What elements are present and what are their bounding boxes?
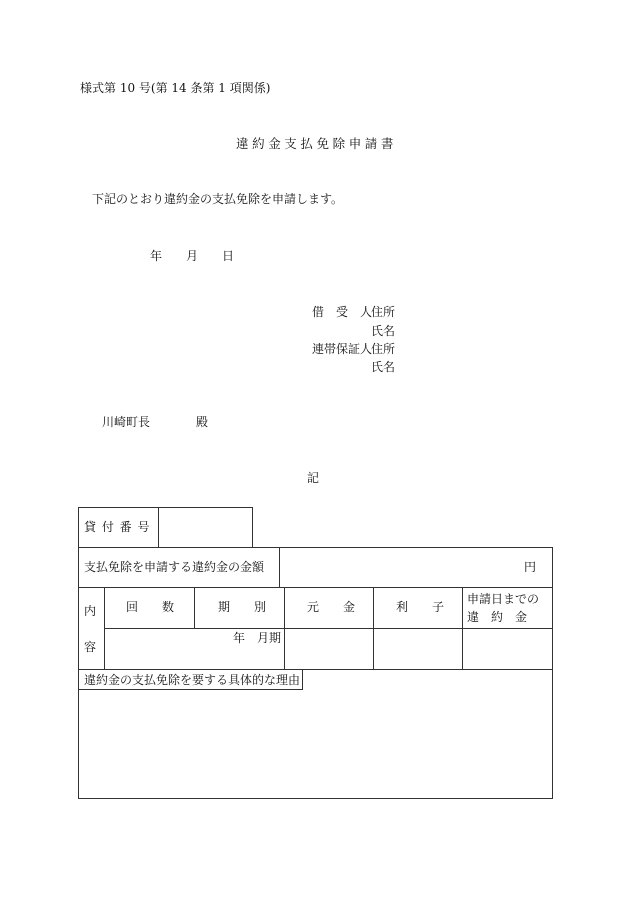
content-label-2: 容 <box>84 640 97 654</box>
borrower-name-label: 氏名 <box>371 324 396 338</box>
col-penalty-header-line2: 違 約 金 <box>467 610 528 624</box>
borrower-label: 借 受 人 <box>312 305 373 319</box>
date-month-label: 月 <box>186 249 199 263</box>
guarantor-label: 連帯保証人 <box>312 342 373 356</box>
content-divider <box>194 587 195 628</box>
form-number: 様式第 10 号(第 14 条第 1 項関係) <box>80 81 271 95</box>
recipient-honorific: 殿 <box>196 415 209 429</box>
amount-unit: 円 <box>524 560 537 574</box>
ki-label: 記 <box>307 471 320 485</box>
date-day-label: 日 <box>222 249 235 263</box>
loan-number-divider <box>158 507 159 548</box>
content-label-1: 内 <box>84 604 97 618</box>
amount-label: 支払免除を申請する違約金の金額 <box>84 560 265 574</box>
date-year-label: 年 <box>150 249 163 263</box>
borrower-address-label: 住所 <box>371 305 396 319</box>
content-row-divider <box>104 628 553 629</box>
intro-text: 下記のとおり違約金の支払免除を申請します。 <box>92 192 344 206</box>
recipient-name: 川崎町長 <box>102 415 151 429</box>
col-interest-header: 利 子 <box>396 600 445 614</box>
col-penalty-header-line1: 申請日までの <box>467 592 540 606</box>
period-unit: 年 月期 <box>233 631 282 645</box>
guarantor-address-label: 住所 <box>371 342 396 356</box>
document-title: 違約金支払免除申請書 <box>236 136 398 151</box>
loan-number-label: 貸 付 番 号 <box>84 520 151 534</box>
col-count-header: 回 数 <box>126 600 175 614</box>
guarantor-name-label: 氏名 <box>371 360 396 374</box>
col-period-header: 期 別 <box>218 600 267 614</box>
reason-label: 違約金の支払免除を要する具体的な理由 <box>84 673 301 687</box>
col-principal-header: 元 金 <box>307 600 356 614</box>
amount-divider <box>279 547 280 588</box>
